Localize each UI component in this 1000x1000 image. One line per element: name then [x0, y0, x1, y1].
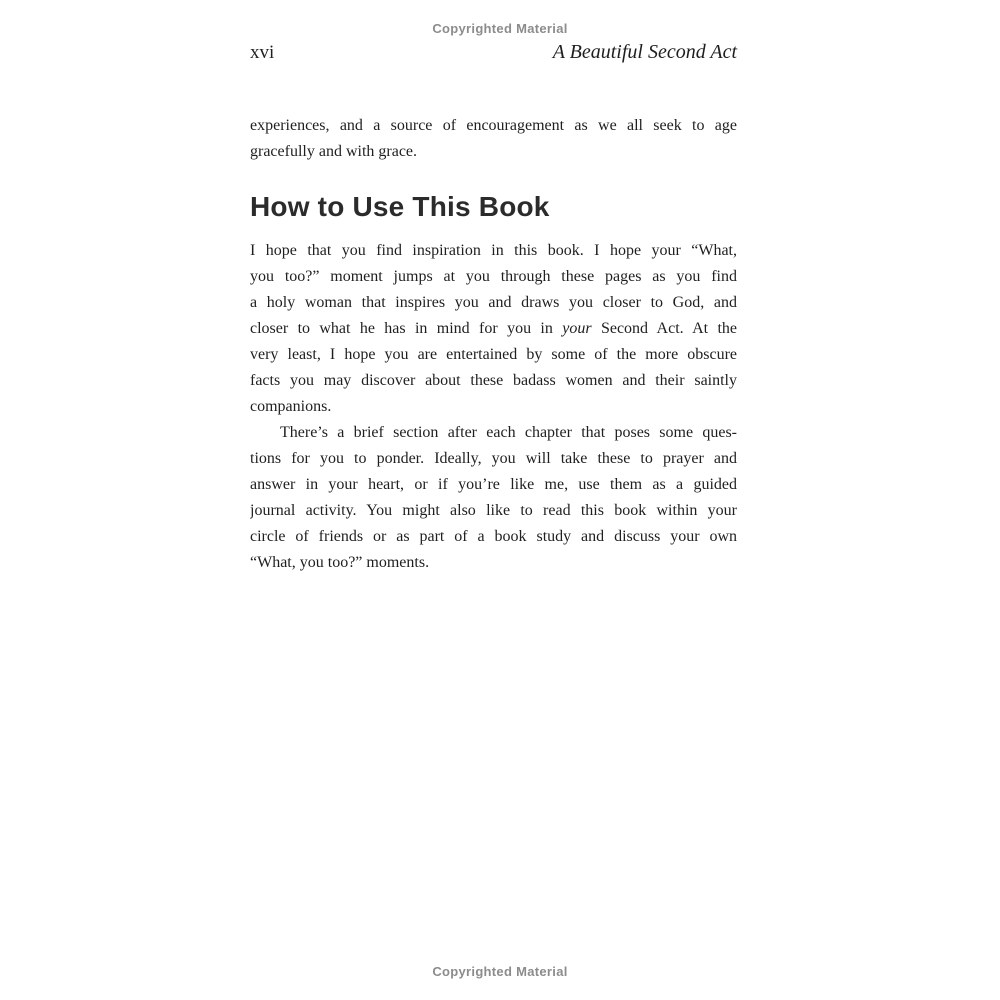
body-line: tions for you to ponder. Ideally, you will take these to prayer and — [250, 450, 737, 467]
body-line: companions. — [250, 398, 332, 415]
body-line: you too?” moment jumps at you through these pages as you find — [250, 268, 737, 285]
running-head-title: A Beautiful Second Act — [552, 41, 737, 63]
body-line-segment: closer to what he has in mind for you in — [250, 320, 553, 337]
body-line: journal activity. You might also like to read this book within your — [250, 502, 737, 519]
body-line-segment: Second Act. At the — [600, 320, 737, 337]
body-line: a holy woman that inspires you and draws you closer to God, and — [250, 294, 737, 311]
body-line: facts you may discover about these badass women and their saintly — [250, 372, 737, 389]
body-line: very least, I hope you are entertained by some of the more obscure — [250, 346, 737, 363]
body-line: answer in your heart, or if you’re like me, use them as a guided — [250, 476, 737, 493]
running-head — [250, 41, 737, 64]
body-text — [250, 238, 737, 576]
body-line: I hope that you find inspiration in this book. I hope your “What, — [250, 242, 737, 259]
body-line-italic-segment: your — [562, 320, 592, 337]
body-line — [250, 316, 737, 342]
body-line: experiences, and a source of encouragement as we all seek to age — [250, 117, 737, 134]
body-line: circle of friends or as part of a book study and discuss your own — [250, 528, 737, 545]
copyright-watermark-bottom: Copyrighted Material — [432, 964, 568, 979]
intro-paragraph — [250, 113, 737, 165]
section-heading: How to Use This Book — [250, 191, 550, 222]
page-number: xvi — [250, 42, 275, 63]
body-line: There’s a brief section after each chapter that poses some ques- — [280, 424, 737, 441]
body-line: “What, you too?” moments. — [250, 554, 430, 571]
copyright-watermark-top: Copyrighted Material — [432, 21, 568, 36]
body-line: gracefully and with grace. — [250, 143, 418, 160]
